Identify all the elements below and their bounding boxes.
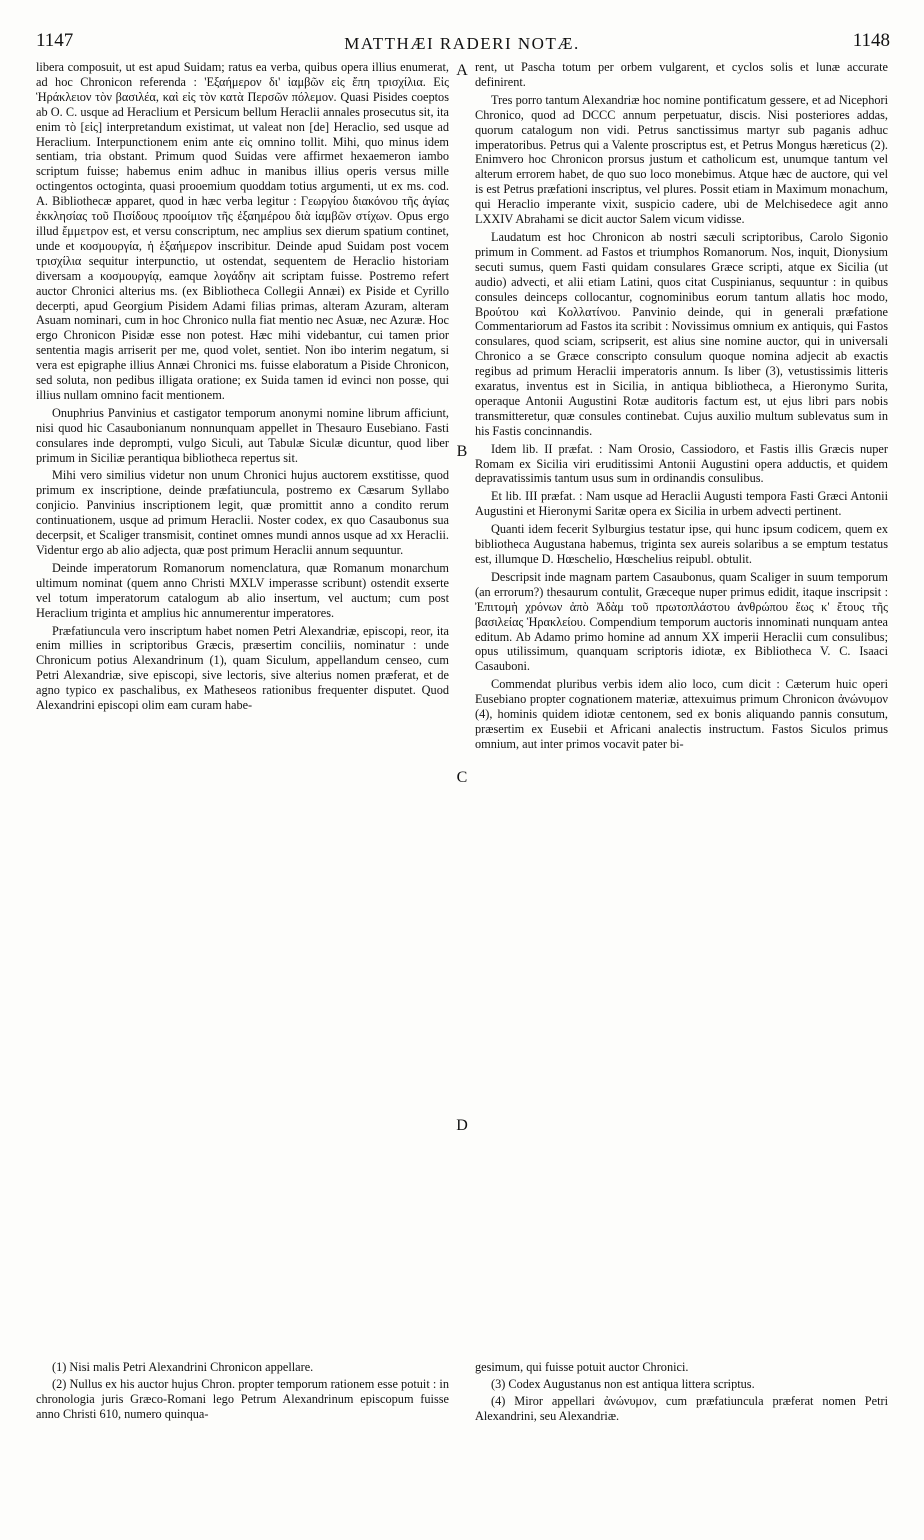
paragraph: Descripsit inde magnam partem Casaubonus, quam Scaliger in suum temporum (an errorum?) thesaurum contulit, Græceque nuper primus edidit, itaque inscripsit : Ἐπιτομὴ χρόνων ἀπὸ Ἀδὰμ τοῦ πρωτοπλάστου ἀνθρώπου ἕως κ' ἔτους τῆς βασιλείας Ἡρακλείου. Compendium temporum auctoris innominati nunquam antea editum. Ab Adamo primo homine ad annum XX imperii Heraclii cum consulibus; opus utilissimum, quanquam scriptoris idiotæ, ex Bibliotheca V. C. Isaaci Casauboni. xyxy=(475,569,888,674)
footnote: (3) Codex Augustanus non est antiqua littera scriptus. xyxy=(491,1376,755,1391)
footnotes-left xyxy=(36,1360,449,1424)
footnote: (4) Miror appellari ἀνώνυμον, cum præfatiuncula præferat nomen Petri Alexandrini, seu Alexandriæ. xyxy=(475,1393,888,1423)
footnote: (1) Nisi malis Petri Alexandrini Chronicon appellare. xyxy=(52,1360,314,1374)
paragraph: Laudatum est hoc Chronicon ab nostri sæculi scriptoribus, Carolo Sigonio primum in Comment. ad Fastos et triumphos Romanorum. Nos, inquit, Dionysium secuti sumus, quem Fasti quidam consulares Græce scripti, atque ex Sicilia (ut audio) advecti, et alii etiam Latini, quos citat Cuspinianus, sequuntur : in quibus consules deinceps collocantur, cognominibus eorum tantum allatis hoc modo, Βρούτου καὶ Κολλατίνου. Panvinio deinde, qui in generali præfatione Commentariorum ad Fastos ita scribit : Novissimus omnium ex antiquis, qui Fastos consulares, quod sciam, scripserit, est alius sine nomine auctor, qui in universali Chronico a se Græce conscripto consulum quoque nomina adjecit ab exactis regibus ad primum Heraclii imperatoris annum. Is liber (3), vetustissimis litteris exaratus, inventus est in Sicilia, in antiqua bibliotheca, a Hieronymo Surita, operaque Antonii Augustini Rotæ auditoris factum est, ut ejus libri pars nobis transmitteretur, quæ consules continebat. Cujus auxilio multum sublevatus sum in his Fastis concinnandis. xyxy=(475,229,888,438)
paragraph: Tres porro tantum Alexandriæ hoc nomine pontificatum gessere, et ad Nicephori Chronico, quod ad DCCC annum perpetuatur, discis. Nisi posteriores addas, quorum catalogum non vidi. Petrus sanctissimus martyr sub paganis adhuc imperatoribus. Petrus qui a Valente proscriptus est, et Petrus Mongus hæreticus (2). Enimvero hoc Chronicon prorsus justum et catholicum est, unumque tantum vel alterum errorem habet, de quo suo loco monebimus. Atque hæc de auctore, qui vel is est Petrus præfationi inscriptus, vel plures. Possit etiam in Maximum monachum, qui Heraclio imperante vixit, suspicio cadere, ubi de Melchisedece agit anno LXXIV Abrahami se dicit auctor Salem vicum vidisse. xyxy=(475,92,888,227)
paragraph: Mihi vero similius videtur non unum Chronici hujus auctorem exstitisse, quod primum ex inscriptione, deinde præfatiuncula, postremo ex Cæsarum Syllabo conjicio. Panvinius inscriptionem legit, quæ promittit anno a condito rerum continuationem, usque ad primum Heraclii. Noster codex, ex quo Casaubonus sua decerpsit, et Scaliger transmisit, continet omnes mundi annos usque ad xx Heraclii. Videntur ergo ab alio adjecta, quæ post primum Heraclii annum sequuntur. xyxy=(36,468,449,557)
left-column xyxy=(36,60,449,716)
footnote: gesimum, qui fuisse potuit auctor Chronici. xyxy=(475,1360,689,1374)
footnote: (2) Nullus ex his auctor hujus Chron. propter temporum rationem esse potuit : in chronologia juris Græco-Romani lego Petrum Alexandrinum episcopum fuisse anno Christi 610, numero quinqua- xyxy=(36,1376,449,1421)
paragraph: Onuphrius Panvinius et castigator temporum anonymi nomine librum afficiunt, nisi quod hic Casaubonianum nonnunquam appellet in Thesauro Eusebiano. Fasti consulares inde deprompti, vulgo Siculi, aut Tabulæ Siculæ dicuntur, quod liber primum in Siciliæ perantiqua bibliotheca repertus sit. xyxy=(36,405,449,465)
margin-letter-c: C xyxy=(456,769,468,786)
page-number-right: 1148 xyxy=(852,30,890,51)
margin-letter-a: A xyxy=(456,62,468,79)
page-number-left: 1147 xyxy=(36,30,74,51)
footnotes-right xyxy=(475,1360,888,1426)
right-column xyxy=(475,60,888,755)
paragraph: rent, ut Pascha totum per orbem vulgarent, et cyclos solis et lunæ accurate definirent. xyxy=(475,60,888,89)
paragraph: Commendat pluribus verbis idem alio loco, cum dicit : Cæterum huic operi Eusebiano propter cognationem materiæ, attexuimus primum Chronicon ἀνώνυμον (4), hominis quidem idiotæ centonem, sed ex bonis aliquando pannis consutum, præsertim ex Eusebii et Africani analectis instructum. Fastos Siculos primus omnium, aut inter primos vocavit pater bi- xyxy=(475,677,888,751)
margin-letter-b: B xyxy=(456,443,468,460)
paragraph: libera composuit, ut est apud Suidam; ratus ea verba, quibus opera illius enumerat, ad hoc Chronicon referenda : 'Εξαήμερον δι' ἰαμβῶν εἰς ἔπη τρισχίλια. Εἰς Ἡράκλειον τὸν βασιλέα, καὶ εἰς τὸν κατὰ Περσῶν πόλεμον. Quasi Pisides coeptos ab O. C. usque ad Heraclium et Persicum bellum Heraclii annales prosecutus sit, ita enim τὸ [εἰς] interpretandum existimat, ut valeat non [de] Heraclio, sed usque ad Heraclium. Interpunctionem enim ante εἰς omnino tollit. Mihi, quo minus idem sentiam, tria obstant. Primum quod Suidas vere affirmet hexaemeron iambo scriptum fuisse; habemus enim adhuc in manibus illius operis versus mille octingentos octoginta, quasi prooemium quoddam totius argumenti, ut ex ms. cod. A. Bibliothecæ apparet, quod in hæc verba legitur : Γεωργίου διακόνου τῆς ἁγίας ἐκκλησίας τοῦ Πισίδους προοίμιον τῆς ἐξαημέρου διὰ ἰαμβῶν στίχων. Opus ergo illud ἔμμετρον est, et versu conscriptum, nec amplius sex dierum spatium continet, unde et κοσμουργία, ἡ ἑξαήμερον inscribitur. Deinde apud Suidam post vocem τρισχίλια sequitur interpunctio, ut ostendat, sequentem de Heraclio historiam diversam a κοσμουργίᾳ, eamque λογάδην ait scriptam fuisse. Postremo refert auctor Chronici alterius ms. (ex Bibliotheca Collegii Annæi) ex Piside et Cyrillo decerpti, apud Georgium Pisidem Adami filias primas, alteram Azuram, alteram Asuam nominari, cum in hoc Chronico nulla fiat mentio nec Asuæ, nec Azuræ. Hoc ergo Chronicon Pisidæ esse non potest. Hæc mihi videbantur, cui tamen prior sententia magis arriserit per me, quod volet, sentiet. Non ibo interim negatum, si vera est epigraphe illius Annæi Chronici ms. fuisse elaboratum a Piside Chronicon, sed soluta, non pedibus illigata oratione; ex Suida tamen id evinci non posse, qui illius nullam omnino facit mentionem. xyxy=(36,60,449,402)
paragraph: Quanti idem fecerit Sylburgius testatur ipse, qui hunc ipsum codicem, quem ex bibliotheca Augustana habemus, triginta sex aureis solaribus a se emptum testatus est, illumque D. Hœschelio, Hœschelius reipubl. obtulit. xyxy=(475,522,888,566)
paragraph: Et lib. III præfat. : Nam usque ad Heraclii Augusti tempora Fasti Græci Antonii Augustini et Hieronymi Saritæ opera ex Sicilia in urbem advecti pertinent. xyxy=(475,489,888,519)
paragraph: Præfatiuncula vero inscriptum habet nomen Petri Alexandriæ, episcopi, reor, ita enim millies in scriptoribus Græcis, præsertim conciliis, nominatur : unde Chronicum potius Alexandrinum (1), quam Siculum, appellandum censeo, cum Petri Alexandriæ, sive episcopi, sive lectoris, sive alterius nomen præferat, et de agno typico ex paschalibus, ex Matheseos rationibus frequenter disputet. Quod Alexandrini episcopi olim eam curam habe- xyxy=(36,623,449,713)
running-title: MATTHÆI RADERI NOTÆ. xyxy=(344,34,580,53)
paragraph: Idem lib. II præfat. : Nam Orosio, Cassiodoro, et Fastis illis Græcis nuper Romam ex Sicilia viri eruditissimi Antonii Augustini opera adductis, et quidem depravatissimis tantum usus sum in ordinandis consulibus. xyxy=(475,441,888,486)
paragraph: Deinde imperatorum Romanorum nomenclatura, quæ Romanum monarchum ultimum nominat (quem anno Christi MXLV imperasse scribunt) ostendit exserte vel totum imperatorum catalogum ab alio insertum, vel auctum; cum post Heraclium triginta et amplius hic annumerentur imperatores. xyxy=(36,560,449,620)
margin-letter-d: D xyxy=(456,1117,468,1134)
